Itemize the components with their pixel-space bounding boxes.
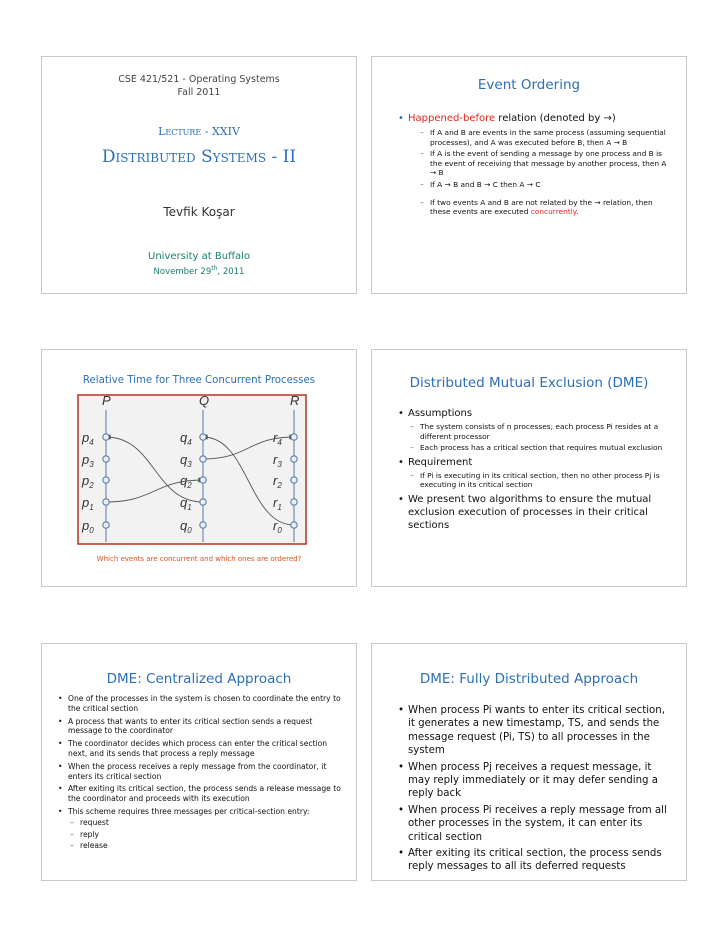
slide-event-ordering (371, 56, 687, 294)
sub-item: – The system consists of n processes; each process Pi resides at a different processor (408, 422, 672, 441)
event-label-p2: $p_2$ (82, 473, 94, 490)
event-label-r4: $r_4$ (273, 430, 282, 447)
slide-body (56, 694, 344, 854)
bullet-item: • This scheme requires three messages per critical-section entry: – request – reply – release (56, 807, 344, 851)
bullet-assumptions: • Assumptions – The system consists of n processes; each process Pi resides at a different processor – Each process has a critical section that requires mutual exclusion (396, 407, 672, 453)
bullet-list (56, 694, 344, 851)
bullet-item: • When process Pj receives a request message, it may reply immediately or it may defer sending a reply back (396, 761, 672, 801)
slide-relative-time (41, 349, 357, 587)
event-dot-q2 (200, 477, 206, 483)
sub-item: – If A and B are events in the same process (assuming sequential processes), and A was executed before B, then A → B (418, 128, 672, 147)
bullet-item: • The coordinator decides which process can enter the critical section next, and its sends that process a reply message (56, 739, 344, 759)
event-label-r1: $r_1$ (273, 495, 282, 512)
bullet-item: • After exiting its critical section, the process sends reply messages to all its deferred requests (396, 847, 672, 874)
slide-dme-distributed (371, 643, 687, 881)
event-label-p1: $p_1$ (82, 495, 94, 512)
event-label-r2: $r_2$ (273, 473, 282, 490)
slide-body (396, 704, 672, 877)
slide-dme-centralized (41, 643, 357, 881)
bullet-item: • After exiting its critical section, the process sends a release message to the coordinator and proceeds with its execution (56, 784, 344, 804)
sub-item: – release (68, 841, 344, 851)
sub-item: – Each process has a critical section that requires mutual exclusion (408, 443, 672, 453)
bullet-item: • When process Pi receives a reply message from all other processes in the system, it can enter its critical section (396, 804, 672, 844)
event-dot-p1 (103, 499, 109, 505)
lecture-number: Lecture - XXIV (158, 125, 240, 138)
event-dot-q3 (200, 456, 206, 462)
slide-title (41, 56, 357, 294)
bullet-item: • A process that wants to enter its critical section sends a request message to the coordinator (56, 717, 344, 737)
event-label-q2: $q_2$ (180, 473, 192, 490)
diagram-caption: Which events are concurrent and which ones are ordered? (96, 555, 302, 563)
event-dot-q4 (200, 434, 206, 440)
bullet-algorithms: • We present two algorithms to ensure the mutual exclusion execution of processes in their critical sections (396, 493, 672, 532)
bullet-requirement: • Requirement – If Pi is executing in its critical section, then no other process Pj is executing in its critical section (396, 456, 672, 490)
event-label-q3: $q_3$ (180, 452, 192, 469)
process-label-r: R (290, 394, 300, 408)
bullet-item: • When the process receives a reply message from the coordinator, it enters its critical section (56, 762, 344, 782)
university: University at Buffalo (148, 251, 250, 262)
event-label-p0: $p_0$ (82, 518, 94, 535)
slide-body (398, 112, 672, 219)
event-dot-r2 (291, 477, 297, 483)
course-name: CSE 421/521 - Operating Systems (118, 74, 280, 85)
bullet-list (396, 407, 672, 532)
event-dot-p4 (103, 434, 109, 440)
event-label-p3: $p_3$ (82, 452, 94, 469)
bullet-item: • One of the processes in the system is chosen to coordinate the entry to the critical section (56, 694, 344, 714)
term: Fall 2011 (177, 87, 221, 98)
process-label-q: Q (199, 394, 210, 408)
process-label-p: P (102, 394, 111, 408)
event-label-r3: $r_3$ (273, 452, 282, 469)
event-dot-p3 (103, 456, 109, 462)
sub-item: – If A is the event of sending a message by one process and B is the event of receiving that message by another process, then A → B (418, 149, 672, 178)
diagram-frame (78, 395, 306, 544)
process-timeline-diagram (77, 394, 307, 545)
event-dot-q0 (200, 522, 206, 528)
sub-item: – If Pi is executing in its critical section, then no other process Pj is executing in its critical section (408, 471, 672, 490)
bullet-item: • When process Pi wants to enter its critical section, it generates a new timestamp, TS, and sends the message request (Pi, TS) to all processes in the system (396, 704, 672, 758)
sub-item: – If A → B and B → C then A → C (418, 180, 672, 190)
sub-list (408, 422, 672, 453)
sub-item: – If two events A and B are not related by the → relation, then these events are executed concurrently. (418, 198, 672, 217)
event-label-q0: $q_0$ (180, 518, 192, 535)
event-dot-r0 (291, 522, 297, 528)
event-dot-q1 (200, 499, 206, 505)
lecture-date: November 29th, 2011 (153, 265, 245, 277)
event-dot-r1 (291, 499, 297, 505)
slide-heading: Event Ordering (477, 77, 581, 93)
sub-item: – reply (68, 830, 344, 840)
event-dot-r4 (291, 434, 297, 440)
lecture-topic: Distributed Systems - II (101, 147, 297, 167)
bullet-happened-before: • Happened-before relation (denoted by →) (398, 113, 616, 124)
event-label-q4: $q_4$ (180, 430, 192, 447)
slide-heading: Relative Time for Three Concurrent Processes (82, 375, 316, 386)
sub-list (418, 128, 672, 217)
event-dot-p0 (103, 522, 109, 528)
slide-heading: Distributed Mutual Exclusion (DME) (409, 375, 649, 391)
event-dot-p2 (103, 477, 109, 483)
slide-dme (371, 349, 687, 587)
event-label-r0: $r_0$ (273, 518, 282, 535)
slide-heading: DME: Centralized Approach (106, 671, 292, 687)
slide-body (396, 407, 672, 535)
sub-item: – request (68, 818, 344, 828)
slide-heading: DME: Fully Distributed Approach (419, 671, 639, 687)
event-dot-r3 (291, 456, 297, 462)
bullet-list (396, 704, 672, 874)
event-label-q1: $q_1$ (180, 495, 192, 512)
sub-list (68, 818, 344, 851)
author-name: Tevfik Koşar (163, 205, 235, 219)
sub-list (408, 471, 672, 490)
event-label-p4: $p_4$ (82, 430, 94, 447)
